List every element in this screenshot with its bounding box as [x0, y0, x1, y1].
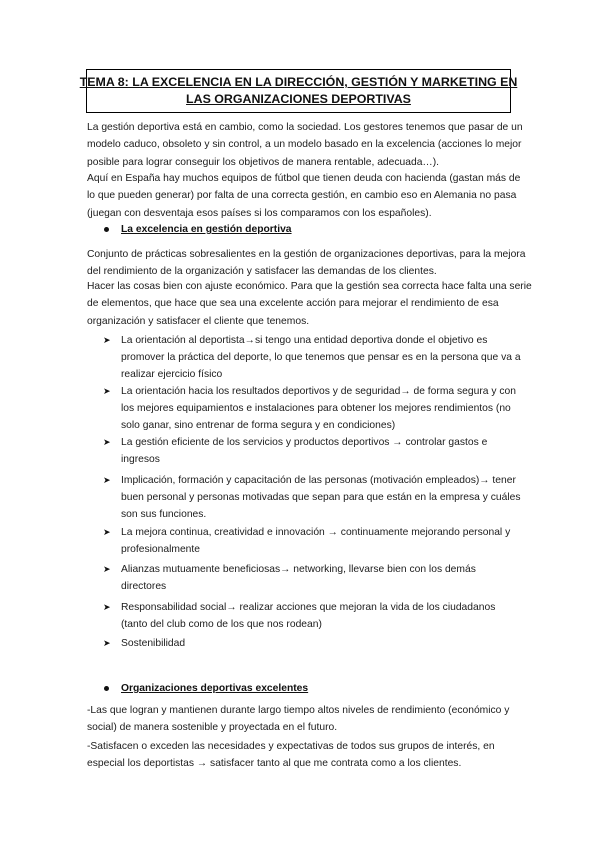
text-line: La mejora continua, creatividad e innovación → continuamente mejorando personal y	[121, 527, 511, 538]
text-line: ingresos	[121, 454, 160, 466]
bullet-dot-icon	[104, 227, 109, 232]
section2-paragraph-1	[87, 702, 517, 737]
text-line: social) de manera sostenible y proyectada en el futuro.	[87, 722, 338, 734]
text-line: de elementos, que hace que sea una excelente acción para mejorar el rendimiento de esa	[87, 298, 499, 310]
text-line: Sostenibilidad	[121, 638, 186, 649]
arrowhead-bullet-icon: ➤	[103, 335, 111, 345]
text-line: promover la práctica del deporte, lo que tenemos que pensar es en la persona que va a	[121, 352, 521, 364]
arrowhead-bullet-icon: ➤	[103, 564, 111, 574]
text-line: Aquí en España hay muchos equipos de fútbol que tienen deuda con hacienda (gastan más de	[87, 173, 521, 184]
section-heading-organizaciones	[104, 681, 308, 696]
intro-paragraph-2	[87, 170, 521, 222]
arrowhead-bullet-icon: ➤	[103, 437, 111, 447]
arrowhead-bullet-icon: ➤	[103, 527, 111, 537]
section1-paragraph-1	[87, 246, 526, 281]
text-line: lo que pueden generar) por falta de una correcta gestión, en cambio eso en Alemania no pasa	[87, 190, 517, 202]
arrowhead-bullet-icon: ➤	[103, 386, 111, 396]
page-title-line-1: TEMA 8: LA EXCELENCIA EN LA DIRECCIÓN, GESTIÓN Y MARKETING EN	[79, 75, 518, 89]
text-line: posible para lograr conseguir los objetivos de manera rentable, adecuada…).	[87, 156, 440, 168]
text-line: (juegan con desventaja esos países si los comparamos con los españoles).	[87, 207, 432, 219]
text-line: especial los deportistas → satisfacer tanto al que me contrata como a los clientes.	[87, 758, 462, 770]
text-line: del rendimiento de la organización y satisfacer las demandas de los clientes.	[87, 266, 437, 278]
section1-paragraph-2	[87, 278, 532, 330]
title-box	[79, 69, 518, 113]
text-line: -Satisfacen o exceden las necesidades y expectativas de todos sus grupos de interés, en	[87, 741, 495, 752]
text-line: Hacer las cosas bien con ajuste económico. Para que la gestión sea correcta hace falta una serie	[87, 281, 532, 292]
arrowhead-bullet-icon: ➤	[103, 638, 111, 648]
text-line: organización y satisfacer el cliente que tenemos.	[87, 315, 310, 327]
page-title-line-2: LAS ORGANIZACIONES DEPORTIVAS	[186, 92, 411, 106]
text-line: (tanto del club como de los que nos rodean)	[121, 619, 322, 631]
text-line: realizar ejercicio físico	[121, 369, 223, 381]
text-line: modelo caduco, obsoleto y sin control, a un modelo basado en la excelencia (acciones lo mejor	[87, 139, 522, 151]
arrowhead-bullet-icon: ➤	[103, 475, 111, 485]
intro-paragraph-1	[87, 119, 523, 171]
text-line: Alianzas mutuamente beneficiosas→ networking, llevarse bien con los demás	[121, 564, 476, 575]
text-line: Conjunto de prácticas sobresalientes en la gestión de organizaciones deportivas, para la mejora	[87, 249, 526, 260]
text-line: los mejores equipamientos e instalaciones para obtener los mejores rendimientos (no	[121, 403, 511, 415]
bullet-dot-icon	[104, 686, 109, 691]
text-line: -Las que logran y mantienen durante largo tiempo altos niveles de rendimiento (económico y	[87, 705, 510, 716]
text-line: Responsabilidad social→ realizar acciones que mejoran la vida de los ciudadanos	[121, 602, 496, 613]
text-line: La orientación hacia los resultados deportivos y de seguridad→ de forma segura y con	[121, 386, 516, 397]
text-line: solo ganar, sino entrenar de forma segura y en condiciones)	[121, 420, 396, 432]
text-line: directores	[121, 581, 167, 593]
text-line: profesionalmente	[121, 544, 200, 556]
arrowhead-bullet-icon: ➤	[103, 602, 111, 612]
text-line: buen personal y personas motivadas que sepan para que están en la empresa y cuáles	[121, 492, 521, 504]
section2-paragraph-2	[87, 738, 517, 773]
text-line: son sus funciones.	[121, 509, 207, 521]
section-heading-excelencia	[104, 222, 292, 237]
text-line: La orientación al deportista→si tengo una entidad deportiva donde el objetivo es	[121, 335, 488, 346]
text-line: La gestión deportiva está en cambio, como la sociedad. Los gestores tenemos que pasar de un	[87, 122, 523, 133]
section-heading-text: La excelencia en gestión deportiva	[121, 224, 292, 235]
text-line: La gestión eficiente de los servicios y productos deportivos → controlar gastos e	[121, 437, 488, 448]
section-heading-text: Organizaciones deportivas excelentes	[121, 683, 309, 694]
text-line: Implicación, formación y capacitación de las personas (motivación empleados)→ tener	[121, 475, 516, 486]
